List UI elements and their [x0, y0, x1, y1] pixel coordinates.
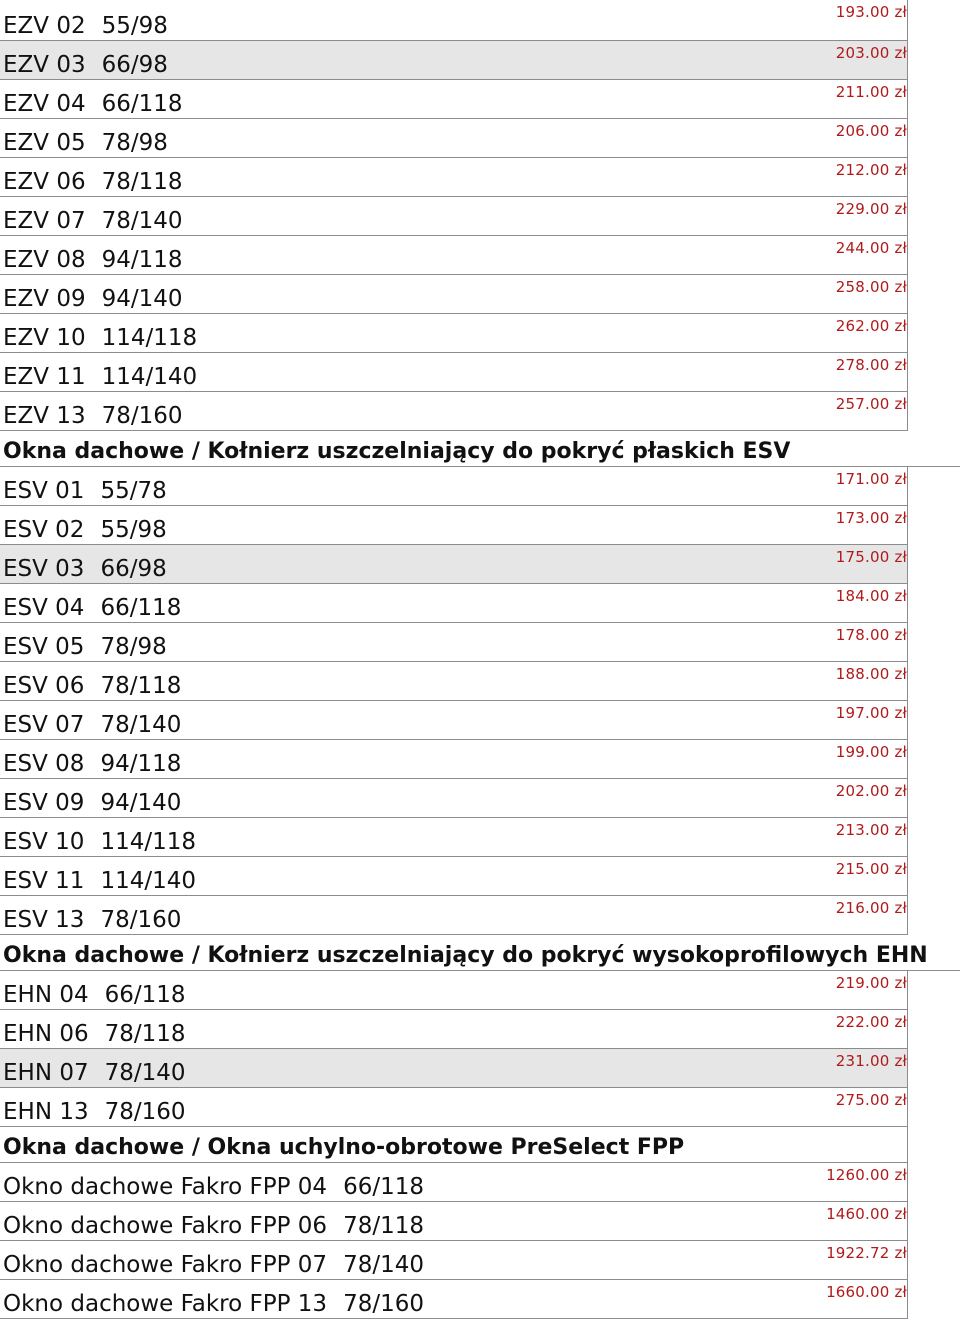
product-size: 94/118: [100, 751, 182, 777]
product-code: ESV 05: [3, 634, 85, 660]
table-row: [0, 971, 908, 1010]
product-price: 206.00 zł: [835, 122, 907, 140]
product-price: 1260.00 zł: [826, 1166, 907, 1184]
product-price: 1922.72 zł: [826, 1244, 907, 1262]
product-price: 257.00 zł: [835, 395, 907, 413]
section-heading: [0, 431, 960, 467]
product-size: 94/140: [101, 286, 183, 312]
product-price: 211.00 zł: [835, 83, 907, 101]
product-code: EZV 10: [3, 325, 86, 351]
product-name: [3, 982, 186, 1008]
product-price: 199.00 zł: [835, 743, 907, 761]
product-size: 78/140: [343, 1252, 424, 1278]
product-price: 1660.00 zł: [826, 1283, 907, 1301]
product-price: 188.00 zł: [835, 665, 907, 683]
product-code: EZV 08: [3, 247, 86, 273]
product-price: 262.00 zł: [835, 317, 907, 335]
product-price: 202.00 zł: [835, 782, 907, 800]
product-size: 55/98: [101, 13, 168, 39]
product-price: 216.00 zł: [835, 899, 907, 917]
product-code: ESV 06: [3, 673, 85, 699]
table-row: [0, 1202, 908, 1241]
table-row: [0, 545, 908, 584]
product-code: EZV 05: [3, 130, 86, 156]
product-name: [3, 364, 197, 390]
table-row: [0, 857, 908, 896]
product-size: 78/98: [101, 130, 168, 156]
table-row: [0, 1163, 908, 1202]
product-code: ESV 07: [3, 712, 85, 738]
table-row: [0, 158, 908, 197]
product-code: EZV 02: [3, 13, 86, 39]
product-code: EZV 06: [3, 169, 86, 195]
product-code: ESV 04: [3, 595, 85, 621]
table-row: [0, 80, 908, 119]
product-name: [3, 91, 183, 117]
product-price: 173.00 zł: [835, 509, 907, 527]
product-name: [3, 517, 167, 543]
product-size: 114/118: [101, 325, 198, 351]
product-size: 66/118: [101, 91, 183, 117]
table-row: [0, 1088, 908, 1127]
product-name: [3, 1252, 424, 1278]
table-row: [0, 896, 908, 935]
table-row: [0, 1241, 908, 1280]
table-row: [0, 0, 908, 41]
product-price: 184.00 zł: [835, 587, 907, 605]
product-name: [3, 13, 168, 39]
product-size: 66/98: [101, 52, 168, 78]
product-name: [3, 634, 167, 660]
product-code: EHN 04: [3, 982, 89, 1008]
product-name: [3, 169, 183, 195]
product-price: 229.00 zł: [835, 200, 907, 218]
product-name: [3, 403, 183, 429]
product-size: 78/118: [104, 1021, 186, 1047]
product-code: EZV 07: [3, 208, 86, 234]
section-heading-text: Okna dachowe / Kołnierz uszczelniający do pokryć płaskich ESV: [3, 439, 791, 464]
product-size: 78/160: [104, 1099, 186, 1125]
table-row: [0, 119, 908, 158]
product-price: 278.00 zł: [835, 356, 907, 374]
product-name: [3, 595, 181, 621]
section-heading-text: Okna dachowe / Kołnierz uszczelniający do pokryć wysokoprofilowych EHN: [3, 943, 928, 968]
product-size: 66/118: [100, 595, 182, 621]
product-price: 231.00 zł: [835, 1052, 907, 1070]
product-name: [3, 130, 168, 156]
product-name: [3, 52, 168, 78]
product-size: 78/160: [100, 907, 182, 933]
product-size: 114/118: [100, 829, 197, 855]
product-name: [3, 829, 196, 855]
product-size: 114/140: [101, 364, 198, 390]
section-heading-text: Okna dachowe / Okna uchylno-obrotowe PreSelect FPP: [3, 1135, 685, 1160]
product-name: [3, 1213, 424, 1239]
table-row: [0, 623, 908, 662]
product-size: 78/98: [100, 634, 167, 660]
product-name: [3, 478, 167, 504]
product-price: 197.00 zł: [835, 704, 907, 722]
product-code: ESV 13: [3, 907, 85, 933]
product-name: [3, 1291, 424, 1317]
product-code: ESV 10: [3, 829, 85, 855]
product-price: 222.00 zł: [835, 1013, 907, 1031]
product-code: EZV 09: [3, 286, 86, 312]
product-name: [3, 712, 181, 738]
product-code: ESV 02: [3, 517, 85, 543]
product-price: 175.00 zł: [835, 548, 907, 566]
product-code: ESV 03: [3, 556, 85, 582]
product-size: 55/98: [100, 517, 167, 543]
product-code: Okno dachowe Fakro FPP 04: [3, 1174, 328, 1200]
product-name: [3, 673, 181, 699]
product-size: 55/78: [100, 478, 167, 504]
product-code: ESV 09: [3, 790, 85, 816]
product-size: 78/118: [101, 169, 183, 195]
product-code: EHN 06: [3, 1021, 89, 1047]
table-row: [0, 779, 908, 818]
table-row: [0, 353, 908, 392]
table-row: [0, 41, 908, 80]
product-name: [3, 208, 183, 234]
product-code: ESV 08: [3, 751, 85, 777]
product-code: ESV 11: [3, 868, 85, 894]
table-row: [0, 740, 908, 779]
product-price: 258.00 zł: [835, 278, 907, 296]
table-row: [0, 506, 908, 545]
product-price: 212.00 zł: [835, 161, 907, 179]
product-size: 78/140: [101, 208, 183, 234]
product-size: 78/160: [343, 1291, 424, 1317]
product-name: [3, 1099, 186, 1125]
product-code: Okno dachowe Fakro FPP 07: [3, 1252, 328, 1278]
product-name: [3, 1174, 424, 1200]
product-code: EHN 13: [3, 1099, 89, 1125]
product-code: Okno dachowe Fakro FPP 13: [3, 1291, 328, 1317]
product-size: 66/98: [100, 556, 167, 582]
table-row: [0, 275, 908, 314]
table-row: [0, 662, 908, 701]
product-code: EZV 03: [3, 52, 86, 78]
product-size: 78/160: [101, 403, 183, 429]
product-name: [3, 907, 181, 933]
product-size: 78/140: [100, 712, 182, 738]
table-row: [0, 1049, 908, 1088]
product-price: 1460.00 zł: [826, 1205, 907, 1223]
product-name: [3, 790, 181, 816]
product-code: EZV 04: [3, 91, 86, 117]
product-price: 219.00 zł: [835, 974, 907, 992]
table-row: [0, 818, 908, 857]
product-code: EZV 11: [3, 364, 86, 390]
table-row: [0, 197, 908, 236]
product-size: 78/118: [100, 673, 182, 699]
product-name: [3, 1021, 186, 1047]
product-size: 78/140: [104, 1060, 186, 1086]
table-row: [0, 392, 908, 431]
table-row: [0, 701, 908, 740]
table-row: [0, 1010, 908, 1049]
product-price: 178.00 zł: [835, 626, 907, 644]
product-size: 94/140: [100, 790, 182, 816]
product-code: ESV 01: [3, 478, 85, 504]
table-row: [0, 314, 908, 353]
product-size: 114/140: [100, 868, 197, 894]
product-name: [3, 556, 167, 582]
section-heading: [0, 1127, 908, 1163]
product-size: 66/118: [343, 1174, 424, 1200]
product-size: 78/118: [343, 1213, 424, 1239]
table-row: [0, 1280, 908, 1319]
product-name: [3, 751, 181, 777]
product-code: EHN 07: [3, 1060, 89, 1086]
product-price: 203.00 zł: [835, 44, 907, 62]
section-heading: [0, 935, 960, 971]
product-price: 213.00 zł: [835, 821, 907, 839]
table-row: [0, 467, 908, 506]
product-price: 193.00 zł: [835, 3, 907, 21]
product-name: [3, 325, 197, 351]
product-price: 275.00 zł: [835, 1091, 907, 1109]
table-row: [0, 236, 908, 275]
product-name: [3, 286, 183, 312]
product-size: 94/118: [101, 247, 183, 273]
product-name: [3, 1060, 186, 1086]
product-name: [3, 868, 196, 894]
table-row: [0, 584, 908, 623]
product-price: 244.00 zł: [835, 239, 907, 257]
product-size: 66/118: [104, 982, 186, 1008]
product-code: Okno dachowe Fakro FPP 06: [3, 1213, 328, 1239]
product-name: [3, 247, 183, 273]
product-price: 171.00 zł: [835, 470, 907, 488]
product-code: EZV 13: [3, 403, 86, 429]
product-price: 215.00 zł: [835, 860, 907, 878]
